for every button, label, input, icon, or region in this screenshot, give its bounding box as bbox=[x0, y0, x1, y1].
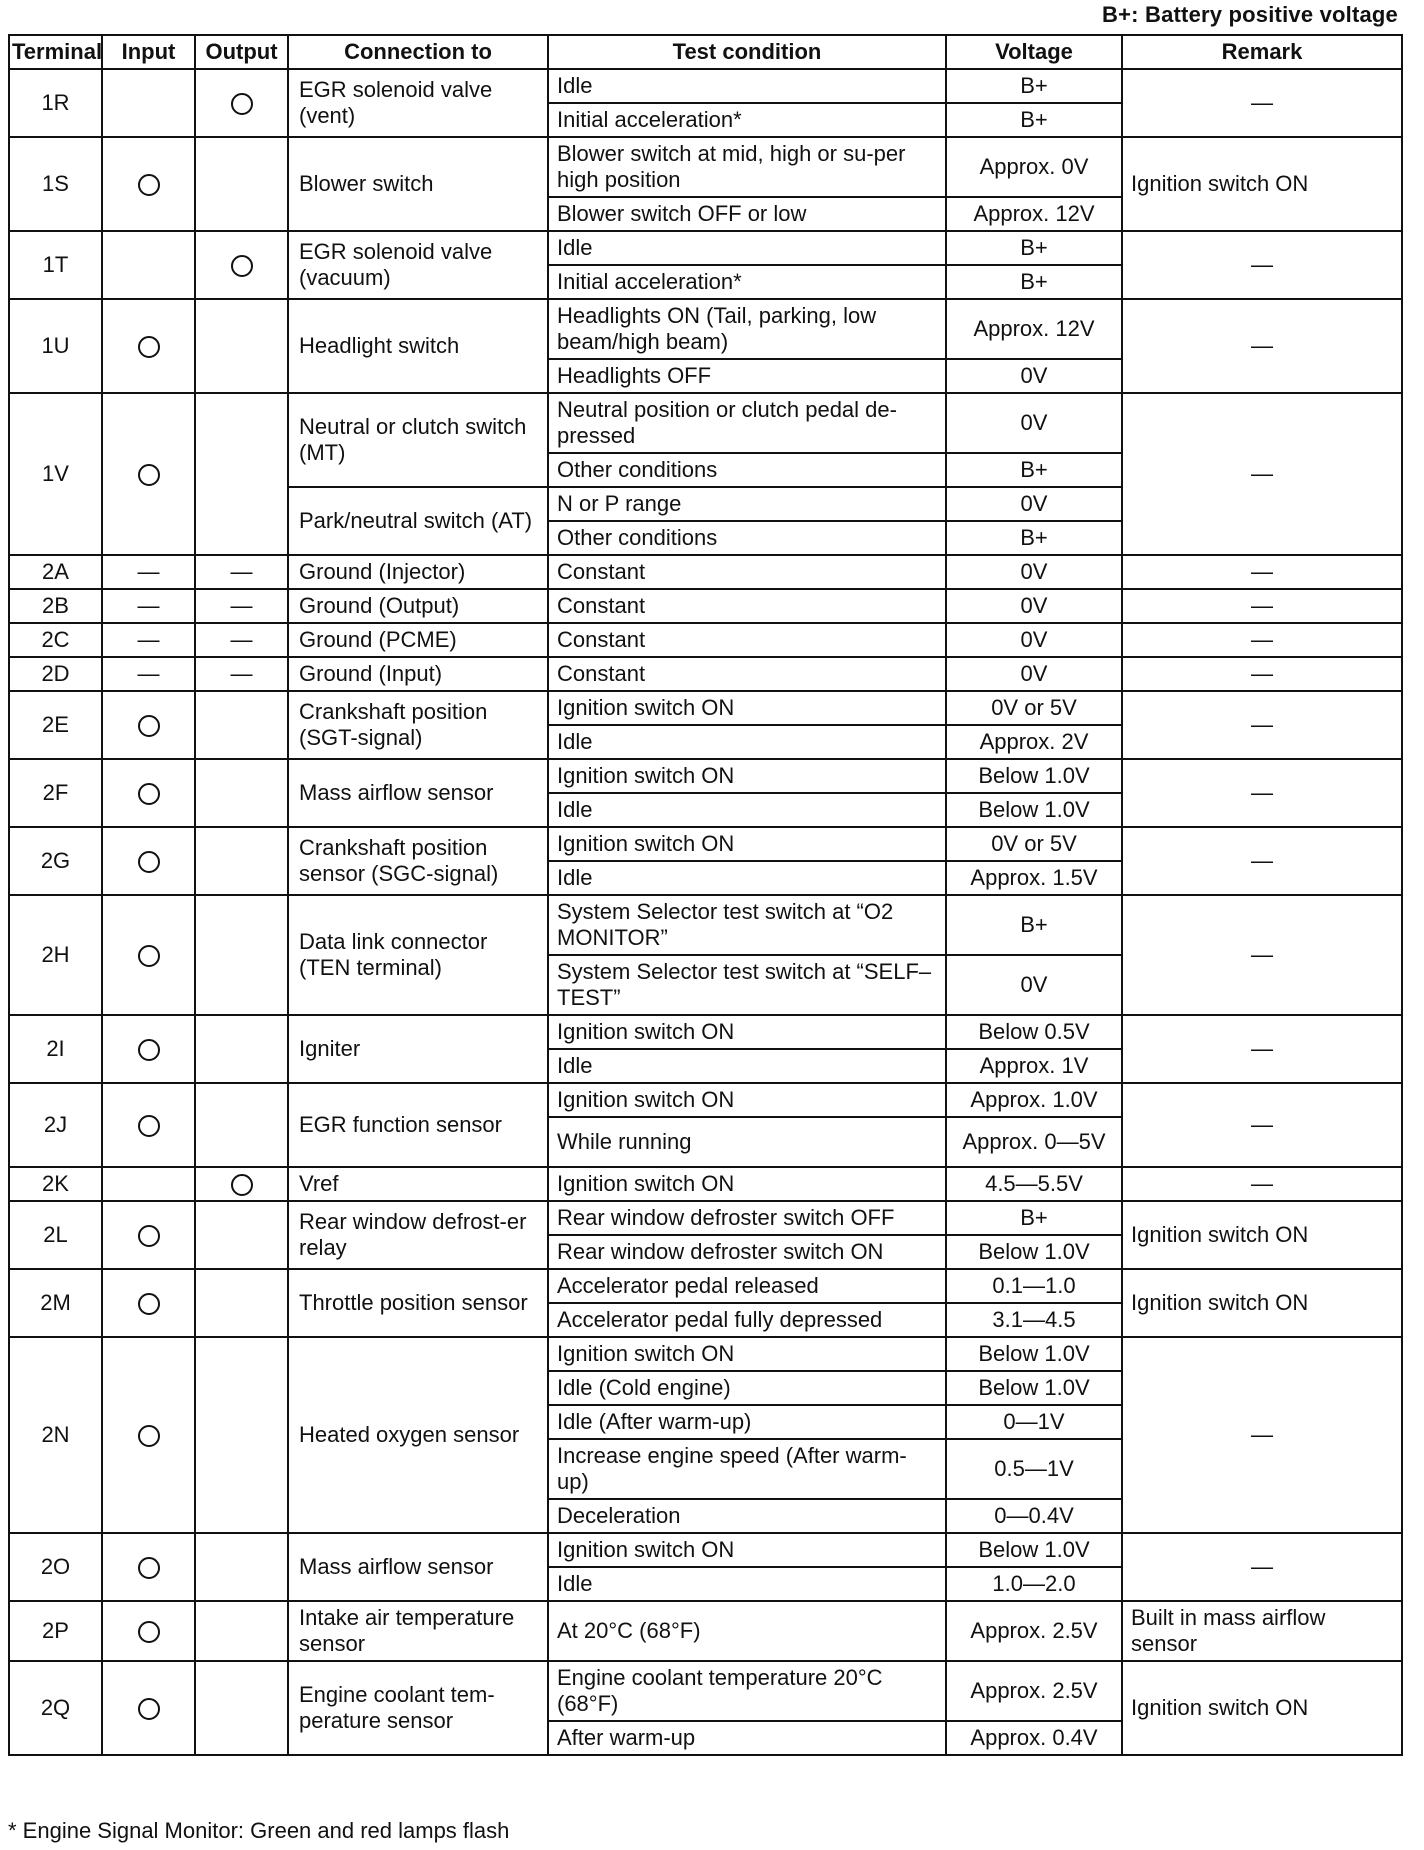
test-condition-cell: N or P range bbox=[548, 487, 946, 521]
test-condition-cell: Deceleration bbox=[548, 1499, 946, 1533]
connection-cell: Mass airflow sensor bbox=[288, 1533, 548, 1601]
table-row bbox=[9, 1167, 1402, 1201]
table-row bbox=[9, 691, 1402, 725]
voltage-cell: 0V bbox=[946, 555, 1122, 589]
output-cell bbox=[195, 1661, 288, 1755]
connection-cell: Ground (PCME) bbox=[288, 623, 548, 657]
table-row bbox=[9, 1601, 1402, 1661]
voltage-cell: Approx. 2.5V bbox=[946, 1661, 1122, 1721]
voltage-cell: B+ bbox=[946, 231, 1122, 265]
terminal-cell: 2L bbox=[9, 1201, 102, 1269]
circle-icon bbox=[138, 1225, 160, 1247]
output-cell bbox=[195, 137, 288, 231]
voltage-cell: B+ bbox=[946, 895, 1122, 955]
test-condition-cell: Constant bbox=[548, 555, 946, 589]
connection-cell: Rear window defrost-er relay bbox=[288, 1201, 548, 1269]
remark-cell: — bbox=[1122, 555, 1402, 589]
voltage-cell: 0V bbox=[946, 657, 1122, 691]
test-condition-cell: Initial acceleration* bbox=[548, 103, 946, 137]
voltage-cell: Below 1.0V bbox=[946, 1337, 1122, 1371]
voltage-cell: Approx. 0—5V bbox=[946, 1117, 1122, 1167]
input-cell bbox=[102, 691, 195, 759]
table-body bbox=[9, 69, 1402, 1755]
terminal-cell: 1U bbox=[9, 299, 102, 393]
voltage-cell: 0V bbox=[946, 393, 1122, 453]
voltage-cell: Below 1.0V bbox=[946, 1371, 1122, 1405]
output-cell bbox=[195, 1015, 288, 1083]
table-row bbox=[9, 393, 1402, 453]
test-condition-cell: Increase engine speed (After warm-up) bbox=[548, 1439, 946, 1499]
voltage-cell: Below 1.0V bbox=[946, 793, 1122, 827]
terminal-cell: 1T bbox=[9, 231, 102, 299]
voltage-cell: 0V bbox=[946, 623, 1122, 657]
remark-cell: Ignition switch ON bbox=[1122, 1269, 1402, 1337]
header-output: Output bbox=[195, 35, 288, 69]
terminal-cell: 2H bbox=[9, 895, 102, 1015]
connection-cell: Engine coolant tem-perature sensor bbox=[288, 1661, 548, 1755]
circle-icon bbox=[138, 945, 160, 967]
test-condition-cell: Constant bbox=[548, 589, 946, 623]
connection-cell: Headlight switch bbox=[288, 299, 548, 393]
output-cell bbox=[195, 759, 288, 827]
test-condition-cell: Ignition switch ON bbox=[548, 1167, 946, 1201]
voltage-cell: B+ bbox=[946, 453, 1122, 487]
test-condition-cell: Ignition switch ON bbox=[548, 1083, 946, 1117]
test-condition-cell: Ignition switch ON bbox=[548, 1533, 946, 1567]
input-cell bbox=[102, 69, 195, 137]
connection-cell: EGR solenoid valve (vacuum) bbox=[288, 231, 548, 299]
header-input: Input bbox=[102, 35, 195, 69]
remark-cell: — bbox=[1122, 1167, 1402, 1201]
output-cell bbox=[195, 895, 288, 1015]
header-voltage: Voltage bbox=[946, 35, 1122, 69]
table-row bbox=[9, 827, 1402, 861]
table-row bbox=[9, 1083, 1402, 1117]
voltage-cell: 0—0.4V bbox=[946, 1499, 1122, 1533]
table-row bbox=[9, 1533, 1402, 1567]
test-condition-cell: Headlights OFF bbox=[548, 359, 946, 393]
connection-cell: Heated oxygen sensor bbox=[288, 1337, 548, 1533]
output-cell bbox=[195, 1201, 288, 1269]
voltage-cell: B+ bbox=[946, 103, 1122, 137]
output-cell bbox=[195, 1337, 288, 1533]
test-condition-cell: Ignition switch ON bbox=[548, 827, 946, 861]
circle-icon bbox=[138, 464, 160, 486]
table-row bbox=[9, 231, 1402, 265]
terminal-cell: 2Q bbox=[9, 1661, 102, 1755]
input-cell bbox=[102, 1269, 195, 1337]
test-condition-cell: Blower switch OFF or low bbox=[548, 197, 946, 231]
input-cell: — bbox=[102, 623, 195, 657]
connection-cell: Throttle position sensor bbox=[288, 1269, 548, 1337]
header-terminal: Terminal bbox=[9, 35, 102, 69]
input-cell bbox=[102, 137, 195, 231]
test-condition-cell: Initial acceleration* bbox=[548, 265, 946, 299]
output-cell bbox=[195, 1533, 288, 1601]
table-row bbox=[9, 69, 1402, 103]
test-condition-cell: After warm-up bbox=[548, 1721, 946, 1755]
output-cell bbox=[195, 1083, 288, 1167]
test-condition-cell: Constant bbox=[548, 657, 946, 691]
terminal-cell: 1V bbox=[9, 393, 102, 555]
remark-cell: — bbox=[1122, 589, 1402, 623]
test-condition-cell: Idle (Cold engine) bbox=[548, 1371, 946, 1405]
test-condition-cell: Idle bbox=[548, 231, 946, 265]
voltage-cell: Below 0.5V bbox=[946, 1015, 1122, 1049]
connection-cell: Intake air temperature sensor bbox=[288, 1601, 548, 1661]
test-condition-cell: Neutral position or clutch pedal de-pressed bbox=[548, 393, 946, 453]
input-cell bbox=[102, 1661, 195, 1755]
circle-icon bbox=[138, 1039, 160, 1061]
test-condition-cell: Blower switch at mid, high or su-per high position bbox=[548, 137, 946, 197]
terminal-cell: 2C bbox=[9, 623, 102, 657]
voltage-cell: 0V bbox=[946, 589, 1122, 623]
table-row bbox=[9, 299, 1402, 359]
table-row bbox=[9, 589, 1402, 623]
voltage-cell: 0—1V bbox=[946, 1405, 1122, 1439]
voltage-cell: Approx. 1.0V bbox=[946, 1083, 1122, 1117]
test-condition-cell: Idle bbox=[548, 793, 946, 827]
remark-cell: — bbox=[1122, 1015, 1402, 1083]
output-cell: — bbox=[195, 657, 288, 691]
voltage-cell: 0V bbox=[946, 955, 1122, 1015]
table-row bbox=[9, 895, 1402, 955]
terminal-cell: 2P bbox=[9, 1601, 102, 1661]
table-row bbox=[9, 623, 1402, 657]
test-condition-cell: Idle bbox=[548, 69, 946, 103]
header-test-condition: Test condition bbox=[548, 35, 946, 69]
output-cell bbox=[195, 1269, 288, 1337]
output-cell: — bbox=[195, 555, 288, 589]
connection-cell: Blower switch bbox=[288, 137, 548, 231]
footnote: * Engine Signal Monitor: Green and red lamps flash bbox=[8, 1818, 510, 1843]
connection-cell: Ground (Input) bbox=[288, 657, 548, 691]
table-header-row bbox=[9, 35, 1402, 69]
connection-cell: EGR function sensor bbox=[288, 1083, 548, 1167]
test-condition-cell: Ignition switch ON bbox=[548, 1015, 946, 1049]
remark-cell: — bbox=[1122, 1533, 1402, 1601]
input-cell bbox=[102, 1601, 195, 1661]
circle-icon bbox=[138, 1621, 160, 1643]
voltage-cell: 0V bbox=[946, 487, 1122, 521]
test-condition-cell: Engine coolant temperature 20°C (68°F) bbox=[548, 1661, 946, 1721]
output-cell bbox=[195, 393, 288, 555]
test-condition-cell: Other conditions bbox=[548, 521, 946, 555]
test-condition-cell: Headlights ON (Tail, parking, low beam/high beam) bbox=[548, 299, 946, 359]
voltage-cell: 0V bbox=[946, 359, 1122, 393]
remark-cell: Built in mass airflow sensor bbox=[1122, 1601, 1402, 1661]
input-cell bbox=[102, 1167, 195, 1201]
test-condition-cell: Accelerator pedal released bbox=[548, 1269, 946, 1303]
input-cell: — bbox=[102, 589, 195, 623]
output-cell bbox=[195, 827, 288, 895]
table-row bbox=[9, 555, 1402, 589]
input-cell bbox=[102, 1015, 195, 1083]
table-row bbox=[9, 1201, 1402, 1235]
input-cell: — bbox=[102, 657, 195, 691]
voltage-cell: Approx. 12V bbox=[946, 299, 1122, 359]
circle-icon bbox=[138, 783, 160, 805]
voltage-cell: 0.1—1.0 bbox=[946, 1269, 1122, 1303]
input-cell bbox=[102, 759, 195, 827]
input-cell bbox=[102, 299, 195, 393]
input-cell bbox=[102, 895, 195, 1015]
terminal-cell: 1S bbox=[9, 137, 102, 231]
voltage-cell: Approx. 0V bbox=[946, 137, 1122, 197]
test-condition-cell: Ignition switch ON bbox=[548, 1337, 946, 1371]
table-row bbox=[9, 1337, 1402, 1371]
table-row bbox=[9, 759, 1402, 793]
test-condition-cell: System Selector test switch at “SELF–TEST” bbox=[548, 955, 946, 1015]
remark-cell: — bbox=[1122, 299, 1402, 393]
terminal-cell: 2G bbox=[9, 827, 102, 895]
remark-cell: — bbox=[1122, 1083, 1402, 1167]
test-condition-cell: Ignition switch ON bbox=[548, 759, 946, 793]
voltage-cell: B+ bbox=[946, 521, 1122, 555]
output-cell bbox=[195, 691, 288, 759]
table-row bbox=[9, 1661, 1402, 1721]
output-cell bbox=[195, 1601, 288, 1661]
test-condition-cell: System Selector test switch at “O2 MONITOR” bbox=[548, 895, 946, 955]
output-cell bbox=[195, 231, 288, 299]
circle-icon bbox=[138, 1557, 160, 1579]
connection-cell: Data link connector (TEN terminal) bbox=[288, 895, 548, 1015]
input-cell bbox=[102, 231, 195, 299]
voltage-cell: Approx. 2V bbox=[946, 725, 1122, 759]
circle-icon bbox=[231, 1174, 253, 1196]
test-condition-cell: Constant bbox=[548, 623, 946, 657]
terminal-cell: 2O bbox=[9, 1533, 102, 1601]
connection-cell: EGR solenoid valve (vent) bbox=[288, 69, 548, 137]
remark-cell: Ignition switch ON bbox=[1122, 1201, 1402, 1269]
remark-cell: — bbox=[1122, 69, 1402, 137]
circle-icon bbox=[231, 93, 253, 115]
remark-cell: — bbox=[1122, 231, 1402, 299]
voltage-cell: Approx. 1.5V bbox=[946, 861, 1122, 895]
table-row bbox=[9, 657, 1402, 691]
remark-cell: — bbox=[1122, 1337, 1402, 1533]
terminal-cell: 2M bbox=[9, 1269, 102, 1337]
table-row bbox=[9, 1269, 1402, 1303]
connection-cell: Ground (Injector) bbox=[288, 555, 548, 589]
voltage-cell: Below 1.0V bbox=[946, 759, 1122, 793]
terminal-cell: 2F bbox=[9, 759, 102, 827]
remark-cell: — bbox=[1122, 393, 1402, 555]
voltage-cell: Approx. 1V bbox=[946, 1049, 1122, 1083]
input-cell bbox=[102, 1083, 195, 1167]
input-cell: — bbox=[102, 555, 195, 589]
voltage-cell: 4.5—5.5V bbox=[946, 1167, 1122, 1201]
remark-cell: — bbox=[1122, 657, 1402, 691]
connection-cell: Park/neutral switch (AT) bbox=[288, 487, 548, 555]
test-condition-cell: Rear window defroster switch ON bbox=[548, 1235, 946, 1269]
test-condition-cell: Idle bbox=[548, 1049, 946, 1083]
connection-cell: Vref bbox=[288, 1167, 548, 1201]
connection-cell: Neutral or clutch switch (MT) bbox=[288, 393, 548, 487]
circle-icon bbox=[138, 174, 160, 196]
terminal-cell: 2J bbox=[9, 1083, 102, 1167]
table-row bbox=[9, 1015, 1402, 1049]
circle-icon bbox=[138, 851, 160, 873]
header-remark: Remark bbox=[1122, 35, 1402, 69]
circle-icon bbox=[138, 715, 160, 737]
terminal-cell: 2K bbox=[9, 1167, 102, 1201]
remark-cell: — bbox=[1122, 827, 1402, 895]
connection-cell: Crankshaft position (SGT-signal) bbox=[288, 691, 548, 759]
remark-cell: — bbox=[1122, 759, 1402, 827]
connection-cell: Igniter bbox=[288, 1015, 548, 1083]
input-cell bbox=[102, 1201, 195, 1269]
test-condition-cell: Ignition switch ON bbox=[548, 691, 946, 725]
voltage-cell: Below 1.0V bbox=[946, 1533, 1122, 1567]
voltage-cell: B+ bbox=[946, 69, 1122, 103]
terminal-cell: 2N bbox=[9, 1337, 102, 1533]
test-condition-cell: At 20°C (68°F) bbox=[548, 1601, 946, 1661]
terminal-cell: 2A bbox=[9, 555, 102, 589]
test-condition-cell: Other conditions bbox=[548, 453, 946, 487]
voltage-cell: B+ bbox=[946, 1201, 1122, 1235]
circle-icon bbox=[231, 255, 253, 277]
connection-cell: Mass airflow sensor bbox=[288, 759, 548, 827]
terminal-cell: 2B bbox=[9, 589, 102, 623]
terminal-cell: 2E bbox=[9, 691, 102, 759]
test-condition-cell: Idle bbox=[548, 725, 946, 759]
circle-icon bbox=[138, 1698, 160, 1720]
input-cell bbox=[102, 1337, 195, 1533]
connection-cell: Crankshaft position sensor (SGC-signal) bbox=[288, 827, 548, 895]
circle-icon bbox=[138, 1293, 160, 1315]
remark-cell: — bbox=[1122, 691, 1402, 759]
voltage-cell: Approx. 2.5V bbox=[946, 1601, 1122, 1661]
table-row bbox=[9, 137, 1402, 197]
voltage-cell: Approx. 0.4V bbox=[946, 1721, 1122, 1755]
input-cell bbox=[102, 827, 195, 895]
terminal-cell: 2D bbox=[9, 657, 102, 691]
voltage-cell: 1.0—2.0 bbox=[946, 1567, 1122, 1601]
circle-icon bbox=[138, 1425, 160, 1447]
voltage-cell: 0V or 5V bbox=[946, 827, 1122, 861]
output-cell bbox=[195, 69, 288, 137]
connection-cell: Ground (Output) bbox=[288, 589, 548, 623]
battery-voltage-legend: B+: Battery positive voltage bbox=[1102, 2, 1398, 27]
input-cell bbox=[102, 393, 195, 555]
output-cell bbox=[195, 1167, 288, 1201]
terminal-voltage-table bbox=[8, 34, 1403, 1756]
voltage-cell: 0.5—1V bbox=[946, 1439, 1122, 1499]
remark-cell: Ignition switch ON bbox=[1122, 137, 1402, 231]
test-condition-cell: Idle bbox=[548, 861, 946, 895]
circle-icon bbox=[138, 336, 160, 358]
test-condition-cell: Accelerator pedal fully depressed bbox=[548, 1303, 946, 1337]
terminal-cell: 2I bbox=[9, 1015, 102, 1083]
remark-cell: — bbox=[1122, 895, 1402, 1015]
test-condition-cell: Idle (After warm-up) bbox=[548, 1405, 946, 1439]
voltage-cell: Approx. 12V bbox=[946, 197, 1122, 231]
circle-icon bbox=[138, 1115, 160, 1137]
test-condition-cell: While running bbox=[548, 1117, 946, 1167]
output-cell: — bbox=[195, 623, 288, 657]
voltage-cell: 0V or 5V bbox=[946, 691, 1122, 725]
test-condition-cell: Idle bbox=[548, 1567, 946, 1601]
remark-cell: Ignition switch ON bbox=[1122, 1661, 1402, 1755]
output-cell bbox=[195, 299, 288, 393]
voltage-cell: 3.1—4.5 bbox=[946, 1303, 1122, 1337]
test-condition-cell: Rear window defroster switch OFF bbox=[548, 1201, 946, 1235]
output-cell: — bbox=[195, 589, 288, 623]
input-cell bbox=[102, 1533, 195, 1601]
remark-cell: — bbox=[1122, 623, 1402, 657]
header-connection: Connection to bbox=[288, 35, 548, 69]
terminal-cell: 1R bbox=[9, 69, 102, 137]
voltage-cell: Below 1.0V bbox=[946, 1235, 1122, 1269]
voltage-cell: B+ bbox=[946, 265, 1122, 299]
